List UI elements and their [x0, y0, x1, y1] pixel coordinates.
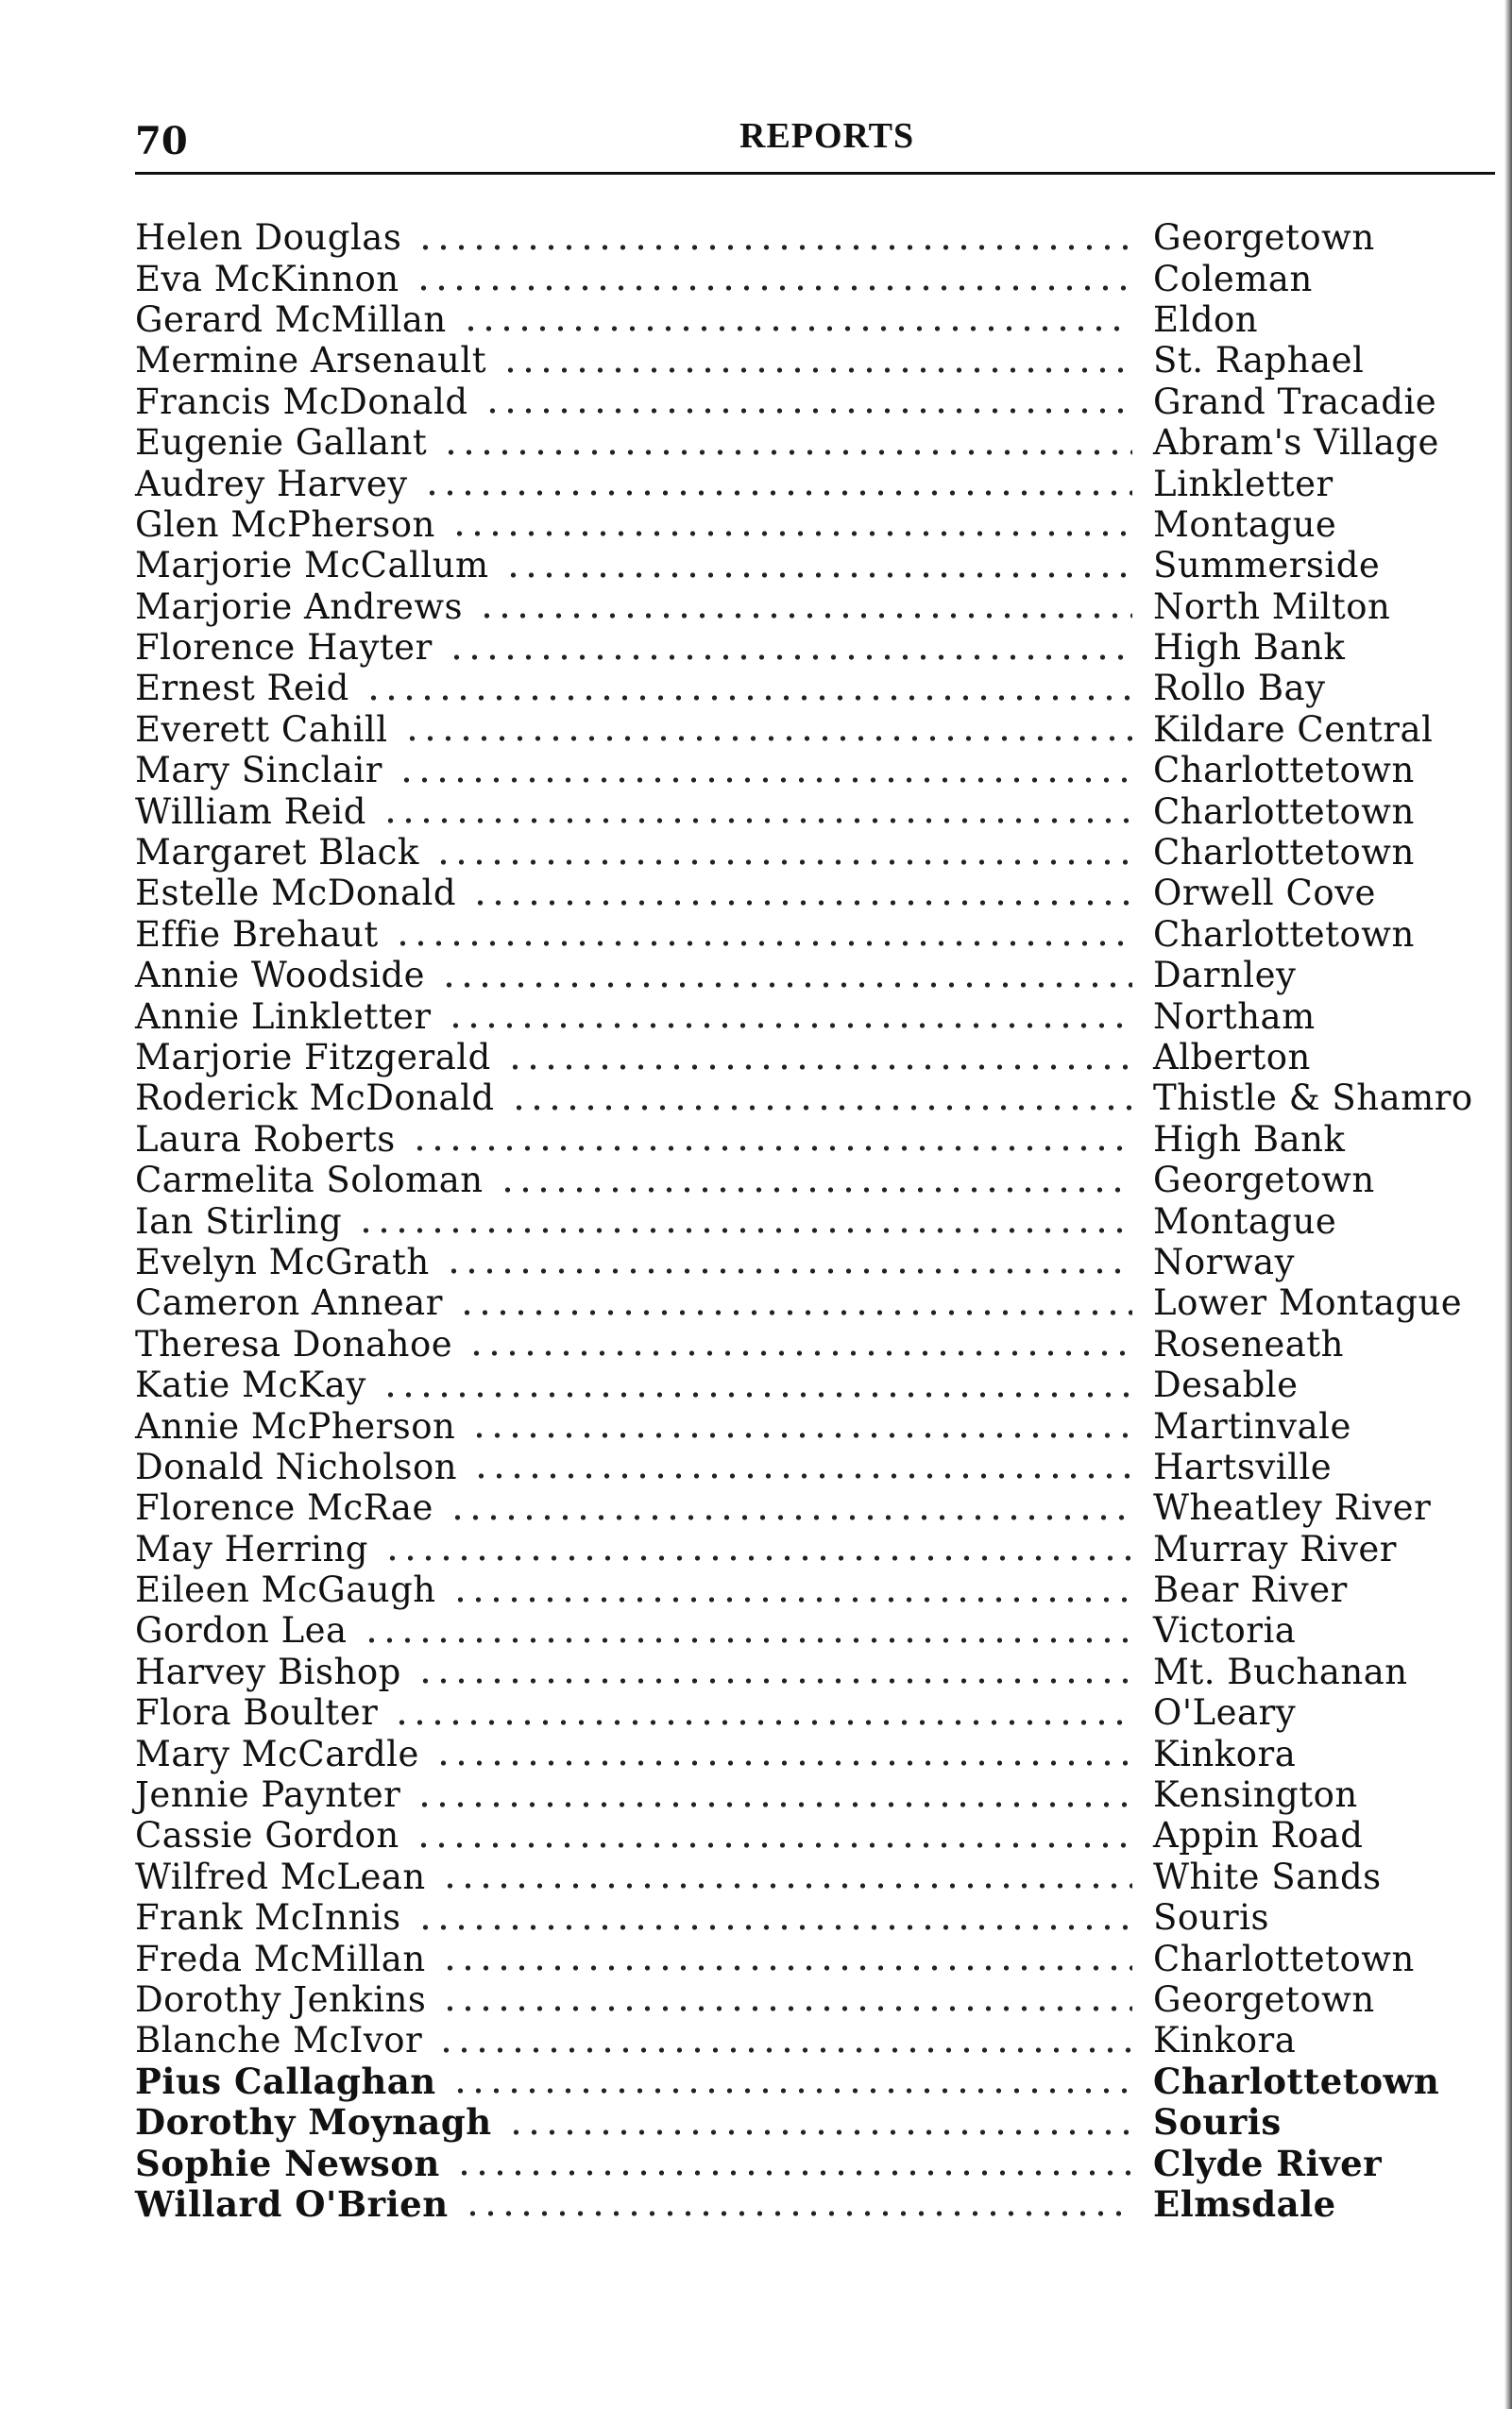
person-name: Theresa Donahoe: [135, 1323, 453, 1365]
place-name: Norway: [1153, 1241, 1295, 1282]
person-name: Roderick McDonald: [135, 1077, 495, 1119]
dot-leader: [458, 1308, 1132, 1317]
list-item: [135, 463, 1495, 503]
place-name: Charlottetown: [1153, 832, 1415, 874]
place-name: Murray River: [1153, 1528, 1397, 1569]
dot-leader: [382, 816, 1132, 825]
person-name: Marjorie McCallum: [135, 545, 489, 586]
dot-leader: [462, 324, 1132, 333]
list-item: [135, 2143, 1495, 2183]
person-name: Cameron Annear: [135, 1282, 443, 1324]
dot-leader: [434, 857, 1132, 867]
list-item: [135, 545, 1495, 585]
person-name: Florence Hayter: [135, 627, 433, 669]
person-name: Marjorie Andrews: [135, 585, 464, 627]
place-name: Kinkora: [1153, 2020, 1297, 2061]
dot-leader: [478, 611, 1132, 620]
person-name: Cassie Gordon: [135, 1815, 399, 1857]
list-item: [135, 1979, 1495, 2020]
dot-leader: [499, 1185, 1132, 1195]
place-name: Souris: [1153, 2101, 1282, 2144]
place-name: O'Leary: [1153, 1692, 1297, 1734]
place-name: Coleman: [1153, 258, 1313, 299]
list-item: [135, 217, 1495, 258]
person-name: Marjorie Fitzgerald: [135, 1037, 491, 1077]
dot-leader: [398, 775, 1132, 785]
place-name: Charlottetown: [1153, 750, 1415, 791]
list-item: [135, 586, 1495, 627]
dot-leader: [506, 1062, 1132, 1072]
list-item: [135, 995, 1495, 1036]
place-name: Charlottetown: [1153, 1938, 1415, 1979]
list-item: [135, 750, 1495, 790]
person-name: Blanche McIvor: [135, 2020, 423, 2061]
dot-leader: [471, 898, 1132, 908]
dot-leader: [445, 1266, 1132, 1276]
list-item: [135, 668, 1495, 708]
place-name: Bear River: [1153, 1569, 1348, 1611]
person-name: Ian Stirling: [135, 1200, 343, 1242]
dot-leader: [472, 1471, 1132, 1481]
list-item: [135, 1160, 1495, 1200]
list-item: [135, 1324, 1495, 1365]
dot-leader: [449, 1513, 1132, 1522]
person-name: Gerard McMillan: [135, 298, 447, 340]
person-name: William Reid: [135, 790, 366, 832]
person-name: Florence McRae: [135, 1487, 433, 1529]
place-name: Linkletter: [1153, 463, 1334, 504]
dot-leader: [394, 939, 1132, 948]
dot-leader: [441, 1963, 1132, 1973]
dot-leader: [365, 693, 1132, 703]
place-name: Alberton: [1153, 1037, 1311, 1077]
place-name: Victoria: [1153, 1610, 1297, 1652]
list-item: [135, 1242, 1495, 1282]
place-name: Eldon: [1153, 298, 1259, 340]
list-item: [135, 258, 1495, 298]
list-item: [135, 382, 1495, 422]
dot-leader: [434, 1758, 1132, 1768]
person-name: Annie Linkletter: [135, 995, 432, 1037]
person-name: Eva McKinnon: [135, 258, 399, 299]
person-name: Willard O'Brien: [135, 2182, 449, 2225]
list-item: [135, 1857, 1495, 1897]
place-name: White Sands: [1153, 1856, 1382, 1897]
place-name: Summerside: [1153, 545, 1381, 586]
list-item: [135, 1447, 1495, 1487]
dot-leader: [437, 2045, 1132, 2055]
dot-leader: [451, 2086, 1132, 2095]
dot-leader: [448, 653, 1132, 662]
place-name: Charlottetown: [1153, 790, 1415, 832]
person-name: Donald Nicholson: [135, 1446, 458, 1487]
dot-leader: [357, 1226, 1132, 1235]
person-name: Dorothy Jenkins: [135, 1978, 427, 2020]
dot-leader: [464, 2209, 1132, 2218]
person-name: Gordon Lea: [135, 1610, 348, 1652]
list-item: [135, 1077, 1495, 1118]
person-name: Glen McPherson: [135, 503, 435, 545]
list-item: [135, 1529, 1495, 1569]
place-name: Roseneath: [1153, 1323, 1345, 1365]
dot-leader: [382, 1390, 1132, 1400]
person-name: Francis McDonald: [135, 381, 468, 422]
place-name: Souris: [1153, 1897, 1269, 1939]
dot-leader: [440, 980, 1132, 990]
place-name: High Bank: [1153, 1118, 1346, 1160]
dot-leader: [442, 448, 1132, 457]
list-item: [135, 832, 1495, 873]
dot-leader: [411, 1144, 1132, 1153]
person-name: Evelyn McGrath: [135, 1241, 430, 1282]
dot-leader: [507, 2128, 1132, 2137]
person-name: Everett Cahill: [135, 708, 388, 750]
place-name: Mt. Buchanan: [1153, 1651, 1408, 1692]
person-name: Mary McCardle: [135, 1733, 419, 1774]
list-item: [135, 709, 1495, 750]
list-item: [135, 627, 1495, 668]
dot-leader: [451, 1595, 1132, 1604]
place-name: Charlottetown: [1153, 2060, 1440, 2102]
dot-leader: [441, 1881, 1132, 1891]
person-name: Eugenie Gallant: [135, 422, 428, 464]
person-name: Frank McInnis: [135, 1897, 401, 1939]
dot-leader: [423, 488, 1132, 498]
list-item: [135, 1487, 1495, 1528]
place-name: Kildare Central: [1153, 708, 1434, 750]
person-name: Freda McMillan: [135, 1938, 426, 1979]
dot-leader: [510, 1103, 1132, 1112]
person-name: Sophie Newson: [135, 2142, 440, 2184]
person-name: Margaret Black: [135, 832, 419, 874]
dot-leader: [416, 1676, 1132, 1686]
place-name: North Milton: [1153, 585, 1391, 627]
list-item: [135, 1652, 1495, 1692]
page-header: [135, 111, 1495, 168]
dot-leader: [363, 1636, 1132, 1645]
running-title: REPORTS: [739, 116, 915, 156]
place-name: Appin Road: [1153, 1815, 1364, 1857]
place-name: Clyde River: [1153, 2142, 1383, 2184]
person-name: Helen Douglas: [135, 217, 402, 259]
list-item: [135, 1692, 1495, 1733]
place-name: Elmsdale: [1153, 2182, 1336, 2225]
dot-leader: [450, 529, 1132, 538]
list-item: [135, 1200, 1495, 1241]
list-item: [135, 1815, 1495, 1856]
list-item: [135, 1037, 1495, 1077]
place-name: High Bank: [1153, 627, 1346, 669]
person-name: Wilfred McLean: [135, 1856, 426, 1897]
list-item: [135, 299, 1495, 340]
header-rule: [135, 172, 1495, 175]
person-name: Annie McPherson: [135, 1405, 456, 1447]
dot-leader: [383, 1553, 1132, 1563]
list-item: [135, 1733, 1495, 1773]
dot-leader: [441, 2004, 1132, 2013]
list-item: [135, 1569, 1495, 1610]
place-name: Northam: [1153, 995, 1316, 1037]
list-item: [135, 1774, 1495, 1815]
page-number: 70: [135, 119, 188, 163]
place-name: Abram's Village: [1153, 422, 1439, 464]
place-name: Georgetown: [1153, 1160, 1375, 1201]
dot-leader: [504, 570, 1132, 580]
dot-leader: [416, 243, 1132, 252]
place-name: Rollo Bay: [1153, 668, 1326, 709]
place-name: Hartsville: [1153, 1446, 1333, 1487]
place-name: Wheatley River: [1153, 1487, 1432, 1529]
person-name: Dorothy Moynagh: [135, 2101, 492, 2144]
place-name: Charlottetown: [1153, 913, 1415, 955]
person-name: Jennie Paynter: [135, 1774, 401, 1816]
list-item: [135, 2102, 1495, 2143]
place-name: Lower Montague: [1153, 1282, 1463, 1324]
person-name: Katie McKay: [135, 1365, 366, 1406]
dot-leader: [467, 1349, 1132, 1358]
person-name: Eileen McGaugh: [135, 1569, 436, 1611]
list-item: [135, 1405, 1495, 1446]
dot-leader: [501, 365, 1132, 375]
dot-leader: [416, 1923, 1132, 1932]
page-edge-shadow: [1504, 0, 1512, 2409]
person-name: Mermine Arsenault: [135, 340, 487, 382]
place-name: Georgetown: [1153, 217, 1375, 259]
list-item: [135, 790, 1495, 831]
place-name: Georgetown: [1153, 1978, 1375, 2020]
place-name: Kensington: [1153, 1774, 1358, 1816]
place-name: Orwell Cove: [1153, 873, 1376, 914]
person-name: Carmelita Soloman: [135, 1160, 484, 1201]
person-name: Ernest Reid: [135, 668, 349, 709]
list-item: [135, 2184, 1495, 2225]
person-name: Estelle McDonald: [135, 873, 457, 914]
person-name: Harvey Bishop: [135, 1651, 401, 1692]
place-name: Thistle & Shamro: [1153, 1077, 1473, 1119]
dot-leader: [470, 1431, 1132, 1440]
list-item: [135, 1119, 1495, 1160]
list-item: [135, 2061, 1495, 2102]
list-item: [135, 1938, 1495, 1978]
dot-leader: [415, 283, 1132, 293]
list-item: [135, 873, 1495, 913]
list-item: [135, 422, 1495, 463]
place-name: Grand Tracadie: [1153, 381, 1437, 422]
list-item: [135, 2020, 1495, 2061]
list-item: [135, 1897, 1495, 1938]
name-list: [135, 217, 1495, 2225]
dot-leader: [415, 1841, 1132, 1850]
person-name: Laura Roberts: [135, 1118, 396, 1160]
person-name: Effie Brehaut: [135, 913, 379, 955]
place-name: Kinkora: [1153, 1733, 1297, 1774]
place-name: Montague: [1153, 503, 1337, 545]
dot-leader: [455, 2168, 1132, 2178]
person-name: Mary Sinclair: [135, 750, 382, 791]
place-name: Martinvale: [1153, 1405, 1351, 1447]
list-item: [135, 1610, 1495, 1651]
person-name: Annie Woodside: [135, 955, 426, 996]
person-name: Pius Callaghan: [135, 2060, 436, 2102]
place-name: Desable: [1153, 1365, 1299, 1406]
person-name: May Herring: [135, 1528, 368, 1569]
list-item: [135, 504, 1495, 545]
dot-leader: [447, 1021, 1132, 1030]
place-name: St. Raphael: [1153, 340, 1365, 382]
place-name: Darnley: [1153, 955, 1297, 996]
person-name: Flora Boulter: [135, 1692, 379, 1734]
list-item: [135, 955, 1495, 995]
list-item: [135, 1365, 1495, 1405]
list-item: [135, 914, 1495, 955]
place-name: Montague: [1153, 1200, 1337, 1242]
list-item: [135, 1282, 1495, 1323]
dot-leader: [393, 1718, 1132, 1727]
dot-leader: [484, 406, 1132, 416]
dot-leader: [416, 1800, 1132, 1809]
dot-leader: [403, 734, 1132, 743]
list-item: [135, 340, 1495, 381]
person-name: Audrey Harvey: [135, 463, 408, 504]
